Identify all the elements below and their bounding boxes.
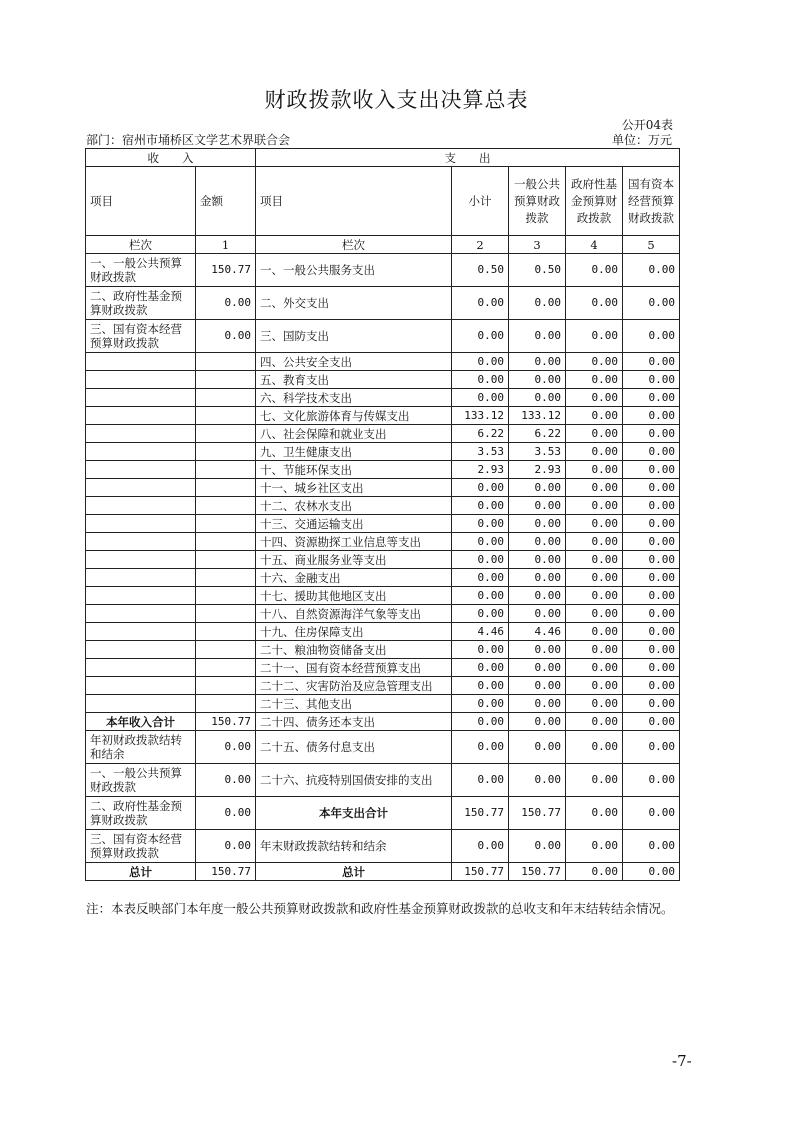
income-amount: 0.00: [196, 797, 256, 830]
income-amount: [196, 677, 256, 695]
subtotal-value: 2.93: [452, 461, 509, 479]
unit-label: 单位：万元: [611, 133, 672, 147]
subtotal-value: 0.00: [452, 587, 509, 605]
general-budget-value: 0.00: [509, 713, 566, 731]
expense-item: 二十四、债务还本支出: [256, 713, 452, 731]
income-item: 二、政府性基金预算财政拨款: [86, 797, 196, 830]
table-row: [86, 587, 680, 605]
state-capital-value: 0.00: [623, 764, 680, 797]
col-number-2: 2: [452, 236, 509, 254]
state-capital-value: 0.00: [623, 863, 680, 881]
table-row: [86, 353, 680, 371]
subtotal-value: 0.00: [452, 320, 509, 353]
state-capital-value: 0.00: [623, 551, 680, 569]
header-row-columns: [86, 167, 680, 236]
state-capital-value: 0.00: [623, 677, 680, 695]
amount-header: 金额: [196, 167, 256, 236]
subtotal-value: 133.12: [452, 407, 509, 425]
table-row: [86, 443, 680, 461]
state-capital-value: 0.00: [623, 320, 680, 353]
gov-fund-value: 0.00: [566, 551, 623, 569]
income-item: [86, 461, 196, 479]
general-budget-value: 0.00: [509, 533, 566, 551]
income-amount: [196, 443, 256, 461]
subtotal-value: 0.00: [452, 677, 509, 695]
col-number-1: 1: [196, 236, 256, 254]
gov-fund-value: 0.00: [566, 389, 623, 407]
general-budget-value: 0.00: [509, 569, 566, 587]
general-budget-value: 0.00: [509, 353, 566, 371]
expense-item: 十九、住房保障支出: [256, 623, 452, 641]
state-capital-value: 0.00: [623, 623, 680, 641]
subtotal-value: 0.00: [452, 497, 509, 515]
subtotal-value: 0.00: [452, 353, 509, 371]
general-budget-value: 0.00: [509, 605, 566, 623]
general-budget-value: 0.00: [509, 587, 566, 605]
income-item: 总计: [86, 863, 196, 881]
subtotal-value: 0.00: [452, 569, 509, 587]
income-item: 本年收入合计: [86, 713, 196, 731]
expense-item: 一、一般公共服务支出: [256, 254, 452, 287]
gov-fund-value: 0.00: [566, 533, 623, 551]
general-budget-value: 4.46: [509, 623, 566, 641]
state-capital-value: 0.00: [623, 407, 680, 425]
expense-item: 十八、自然资源海洋气象等支出: [256, 605, 452, 623]
income-amount: [196, 623, 256, 641]
state-capital-value: 0.00: [623, 479, 680, 497]
income-item: 三、国有资本经营预算财政拨款: [86, 830, 196, 863]
income-item: 年初财政拨款结转和结余: [86, 731, 196, 764]
subtotal-value: 0.00: [452, 641, 509, 659]
lanci-label: 栏次: [86, 236, 196, 254]
table-row: [86, 695, 680, 713]
state-capital-header: 国有资本经营预算财政拨款: [623, 167, 680, 236]
table-row: [86, 254, 680, 287]
gov-fund-value: 0.00: [566, 713, 623, 731]
state-capital-value: 0.00: [623, 641, 680, 659]
gov-fund-value: 0.00: [566, 371, 623, 389]
general-budget-value: 0.00: [509, 515, 566, 533]
state-capital-value: 0.00: [623, 659, 680, 677]
income-item: [86, 425, 196, 443]
general-budget-value: 0.00: [509, 371, 566, 389]
table-row: [86, 461, 680, 479]
general-budget-value: 0.00: [509, 551, 566, 569]
income-amount: [196, 389, 256, 407]
general-budget-value: 0.00: [509, 659, 566, 677]
state-capital-value: 0.00: [623, 287, 680, 320]
general-budget-value: 0.00: [509, 677, 566, 695]
income-item: [86, 605, 196, 623]
page-title: 财政拨款收入支出决算总表: [264, 88, 529, 112]
income-item: [86, 569, 196, 587]
subtotal-value: 0.00: [452, 731, 509, 764]
table-row: [86, 641, 680, 659]
general-budget-value: 0.50: [509, 254, 566, 287]
expense-item: 十七、援助其他地区支出: [256, 587, 452, 605]
income-amount: [196, 353, 256, 371]
state-capital-value: 0.00: [623, 254, 680, 287]
income-amount: [196, 425, 256, 443]
income-amount: [196, 371, 256, 389]
income-item: [86, 479, 196, 497]
general-budget-header: 一般公共预算财政拨款: [509, 167, 566, 236]
expense-item: 二十一、国有资本经营预算支出: [256, 659, 452, 677]
income-amount: [196, 659, 256, 677]
income-amount: [196, 569, 256, 587]
expense-item: 总计: [256, 863, 452, 881]
table-row: [86, 731, 680, 764]
expense-item: 七、文化旅游体育与传媒支出: [256, 407, 452, 425]
col-number-4: 4: [566, 236, 623, 254]
table-row: [86, 863, 680, 881]
expense-item: 八、社会保障和就业支出: [256, 425, 452, 443]
state-capital-value: 0.00: [623, 371, 680, 389]
gov-fund-value: 0.00: [566, 443, 623, 461]
page-number: -7-: [672, 1052, 692, 1070]
income-amount: 0.00: [196, 830, 256, 863]
income-amount: 150.77: [196, 713, 256, 731]
expense-item-header: 项目: [256, 167, 452, 236]
general-budget-value: 133.12: [509, 407, 566, 425]
income-item: [86, 695, 196, 713]
subtotal-value: 150.77: [452, 863, 509, 881]
expense-item: 三、国防支出: [256, 320, 452, 353]
table-row: [86, 797, 680, 830]
expense-item: 年末财政拨款结转和结余: [256, 830, 452, 863]
income-amount: 150.77: [196, 254, 256, 287]
income-item: 三、国有资本经营预算财政拨款: [86, 320, 196, 353]
expense-header: 支 出: [256, 149, 680, 167]
subtotal-value: 0.00: [452, 605, 509, 623]
state-capital-value: 0.00: [623, 497, 680, 515]
state-capital-value: 0.00: [623, 533, 680, 551]
gov-fund-value: 0.00: [566, 461, 623, 479]
gov-fund-value: 0.00: [566, 425, 623, 443]
general-budget-value: 3.53: [509, 443, 566, 461]
income-amount: [196, 695, 256, 713]
income-item: [86, 515, 196, 533]
table-row: [86, 533, 680, 551]
table-row: [86, 287, 680, 320]
subtotal-value: 0.00: [452, 515, 509, 533]
income-amount: 0.00: [196, 320, 256, 353]
budget-table: [85, 148, 680, 881]
expense-item: 本年支出合计: [256, 797, 452, 830]
subtotal-value: 0.00: [452, 830, 509, 863]
income-item: 二、政府性基金预算财政拨款: [86, 287, 196, 320]
income-item: [86, 407, 196, 425]
table-row: [86, 479, 680, 497]
table-row: [86, 371, 680, 389]
income-amount: [196, 407, 256, 425]
expense-item: 十三、交通运输支出: [256, 515, 452, 533]
state-capital-value: 0.00: [623, 695, 680, 713]
general-budget-value: 0.00: [509, 320, 566, 353]
gov-fund-value: 0.00: [566, 497, 623, 515]
gov-fund-value: 0.00: [566, 320, 623, 353]
income-item: [86, 659, 196, 677]
income-item: [86, 587, 196, 605]
gov-fund-value: 0.00: [566, 830, 623, 863]
table-row: [86, 497, 680, 515]
table-row: [86, 605, 680, 623]
state-capital-value: 0.00: [623, 425, 680, 443]
lanci-label-2: 栏次: [256, 236, 452, 254]
income-amount: [196, 641, 256, 659]
subtotal-value: 0.00: [452, 533, 509, 551]
subtotal-header: 小计: [452, 167, 509, 236]
income-amount: [196, 551, 256, 569]
expense-item: 十一、城乡社区支出: [256, 479, 452, 497]
expense-item: 五、教育支出: [256, 371, 452, 389]
gov-fund-value: 0.00: [566, 764, 623, 797]
gov-fund-value: 0.00: [566, 287, 623, 320]
subtotal-value: 0.00: [452, 389, 509, 407]
expense-item: 二、外交支出: [256, 287, 452, 320]
state-capital-value: 0.00: [623, 353, 680, 371]
income-amount: 150.77: [196, 863, 256, 881]
income-header: 收 入: [86, 149, 256, 167]
general-budget-value: 0.00: [509, 764, 566, 797]
state-capital-value: 0.00: [623, 515, 680, 533]
subtotal-value: 0.00: [452, 551, 509, 569]
income-item: [86, 623, 196, 641]
table-row: [86, 713, 680, 731]
general-budget-value: 2.93: [509, 461, 566, 479]
expense-item: 二十三、其他支出: [256, 695, 452, 713]
income-item: [86, 677, 196, 695]
table-row: [86, 515, 680, 533]
expense-item: 九、卫生健康支出: [256, 443, 452, 461]
income-amount: [196, 533, 256, 551]
gov-fund-value: 0.00: [566, 587, 623, 605]
income-item: [86, 371, 196, 389]
subtotal-value: 6.22: [452, 425, 509, 443]
state-capital-value: 0.00: [623, 830, 680, 863]
gov-fund-value: 0.00: [566, 605, 623, 623]
table-row: [86, 425, 680, 443]
gov-fund-value: 0.00: [566, 407, 623, 425]
income-item: [86, 533, 196, 551]
expense-item: 二十六、抗疫特别国债安排的支出: [256, 764, 452, 797]
subtotal-value: 0.00: [452, 371, 509, 389]
table-row: [86, 677, 680, 695]
expense-item: 十六、金融支出: [256, 569, 452, 587]
gov-fund-value: 0.00: [566, 254, 623, 287]
income-item-header: 项目: [86, 167, 196, 236]
income-item: 一、一般公共预算财政拨款: [86, 764, 196, 797]
subtotal-value: 150.77: [452, 797, 509, 830]
general-budget-value: 0.00: [509, 479, 566, 497]
state-capital-value: 0.00: [623, 461, 680, 479]
income-amount: [196, 587, 256, 605]
state-capital-value: 0.00: [623, 731, 680, 764]
gov-fund-value: 0.00: [566, 623, 623, 641]
expense-item: 十、节能环保支出: [256, 461, 452, 479]
table-row: [86, 659, 680, 677]
gov-fund-value: 0.00: [566, 569, 623, 587]
subtotal-value: 0.00: [452, 287, 509, 320]
table-row: [86, 407, 680, 425]
general-budget-value: 0.00: [509, 389, 566, 407]
gov-fund-value: 0.00: [566, 863, 623, 881]
subtotal-value: 0.00: [452, 479, 509, 497]
gov-fund-value: 0.00: [566, 695, 623, 713]
subtotal-value: 4.46: [452, 623, 509, 641]
gov-fund-value: 0.00: [566, 677, 623, 695]
expense-item: 四、公共安全支出: [256, 353, 452, 371]
state-capital-value: 0.00: [623, 443, 680, 461]
income-amount: 0.00: [196, 287, 256, 320]
expense-item: 十五、商业服务业等支出: [256, 551, 452, 569]
subtotal-value: 0.00: [452, 695, 509, 713]
general-budget-value: 0.00: [509, 830, 566, 863]
col-number-3: 3: [509, 236, 566, 254]
income-amount: [196, 461, 256, 479]
table-note: 注：本表反映部门本年度一般公共预算财政拨款和政府性基金预算财政拨款的总收支和年末结转结余情况。: [86, 901, 674, 916]
expense-item: 六、科学技术支出: [256, 389, 452, 407]
gov-fund-value: 0.00: [566, 515, 623, 533]
col-number-5: 5: [623, 236, 680, 254]
state-capital-value: 0.00: [623, 797, 680, 830]
expense-item: 十四、资源勘探工业信息等支出: [256, 533, 452, 551]
gov-fund-value: 0.00: [566, 797, 623, 830]
gov-fund-value: 0.00: [566, 479, 623, 497]
income-item: 一、一般公共预算财政拨款: [86, 254, 196, 287]
income-item: [86, 551, 196, 569]
income-item: [86, 497, 196, 515]
table-row: [86, 623, 680, 641]
general-budget-value: 0.00: [509, 497, 566, 515]
gov-fund-value: 0.00: [566, 353, 623, 371]
form-number: 公开04表: [621, 118, 673, 132]
expense-item: 二十、粮油物资储备支出: [256, 641, 452, 659]
table-row: [86, 569, 680, 587]
column-number-row: [86, 236, 680, 254]
subtotal-value: 0.00: [452, 764, 509, 797]
expense-item: 二十二、灾害防治及应急管理支出: [256, 677, 452, 695]
department-label: 部门：宿州市埇桥区文学艺术界联合会: [86, 133, 291, 147]
income-amount: [196, 497, 256, 515]
income-item: [86, 443, 196, 461]
subtotal-value: 0.50: [452, 254, 509, 287]
gov-fund-value: 0.00: [566, 659, 623, 677]
subtotal-value: 0.00: [452, 659, 509, 677]
general-budget-value: 6.22: [509, 425, 566, 443]
table-row: [86, 764, 680, 797]
income-item: [86, 353, 196, 371]
gov-fund-header: 政府性基金预算财政拨款: [566, 167, 623, 236]
state-capital-value: 0.00: [623, 605, 680, 623]
general-budget-value: 0.00: [509, 695, 566, 713]
income-item: [86, 389, 196, 407]
table-row: [86, 830, 680, 863]
table-row: [86, 389, 680, 407]
income-amount: [196, 605, 256, 623]
gov-fund-value: 0.00: [566, 641, 623, 659]
state-capital-value: 0.00: [623, 713, 680, 731]
general-budget-value: 150.77: [509, 797, 566, 830]
expense-item: 十二、农林水支出: [256, 497, 452, 515]
general-budget-value: 0.00: [509, 731, 566, 764]
gov-fund-value: 0.00: [566, 731, 623, 764]
general-budget-value: 0.00: [509, 287, 566, 320]
income-amount: [196, 515, 256, 533]
general-budget-value: 0.00: [509, 641, 566, 659]
state-capital-value: 0.00: [623, 587, 680, 605]
general-budget-value: 150.77: [509, 863, 566, 881]
income-item: [86, 641, 196, 659]
expense-item: 二十五、债务付息支出: [256, 731, 452, 764]
income-amount: 0.00: [196, 764, 256, 797]
table-row: [86, 320, 680, 353]
income-amount: 0.00: [196, 731, 256, 764]
subtotal-value: 3.53: [452, 443, 509, 461]
state-capital-value: 0.00: [623, 569, 680, 587]
state-capital-value: 0.00: [623, 389, 680, 407]
header-row-group: [86, 149, 680, 167]
subtotal-value: 0.00: [452, 713, 509, 731]
income-amount: [196, 479, 256, 497]
table-row: [86, 551, 680, 569]
